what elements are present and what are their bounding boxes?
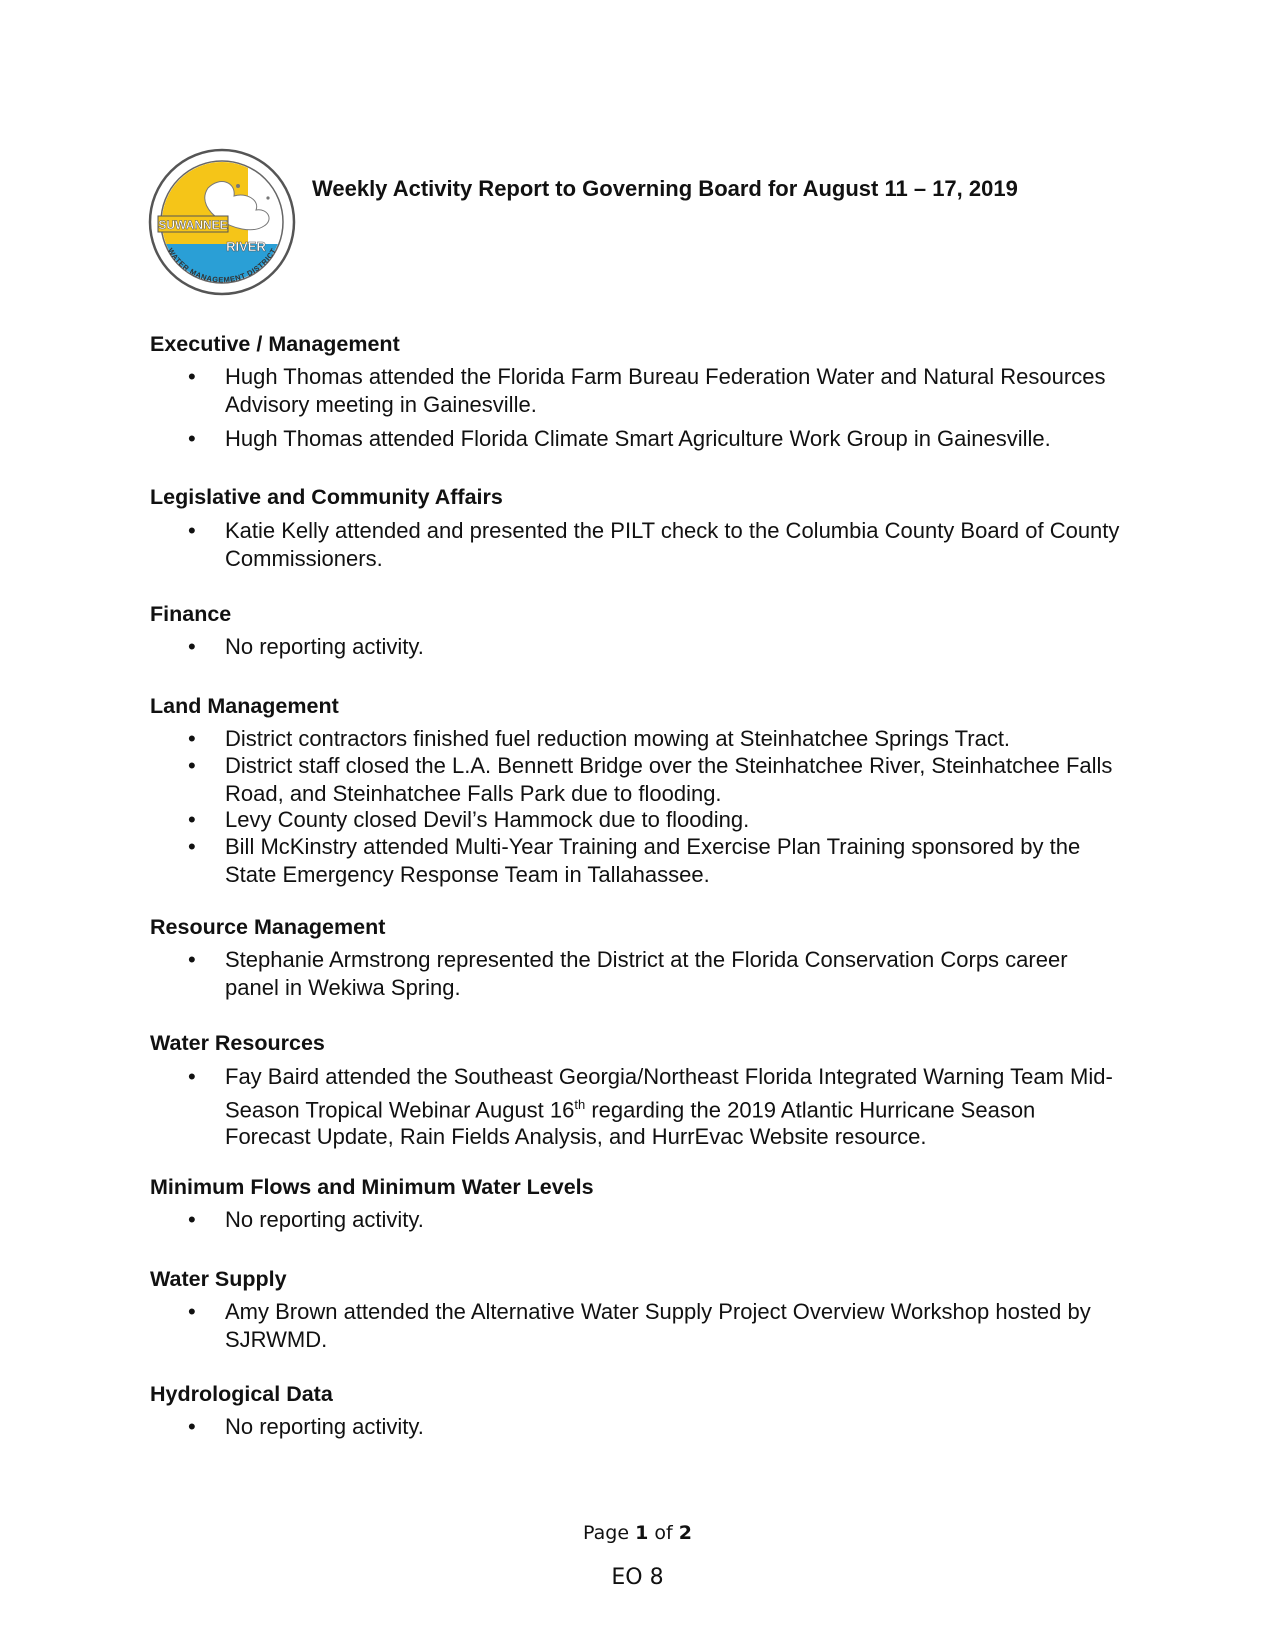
list-item: No reporting activity. (225, 1414, 424, 1439)
page-label: Page (583, 1522, 630, 1544)
section-heading-mfl: Minimum Flows and Minimum Water Levels (150, 1175, 594, 1199)
bullet-icon: • (188, 634, 196, 659)
section-heading-finance: Finance (150, 602, 232, 626)
logo-text-top: SUWANNEE (158, 218, 228, 232)
list-item: No reporting activity. (225, 1207, 424, 1232)
list-item: Hugh Thomas attended Florida Climate Smart Agriculture Work Group in Gainesville. (225, 426, 1051, 451)
list-item: No reporting activity. (225, 634, 424, 659)
logo-text-middle: RIVER (226, 239, 266, 254)
logo-ring-text: WATER MANAGEMENT DISTRICT (165, 246, 279, 285)
ordinal-suffix: th (574, 1096, 586, 1112)
bullet-icon: • (188, 834, 196, 859)
section-heading-land: Land Management (150, 694, 339, 718)
bullet-icon: • (188, 1207, 196, 1232)
bullet-icon: • (188, 1299, 196, 1324)
page-number (0, 1522, 1275, 1544)
list-item: Hugh Thomas attended the Florida Farm Bureau Federation Water and Natural Resources Advisory meeting in Gainesville. (225, 364, 1106, 417)
page-total: 2 (678, 1522, 692, 1544)
list-item-text: regarding the 2019 Atlantic Hurricane Season Forecast Update, Rain Fields Analysis, and HurrEvac Website resource. (225, 1096, 1036, 1150)
section-heading-water-supply: Water Supply (150, 1267, 287, 1291)
list-item: Stephanie Armstrong represented the District at the Florida Conservation Corps career panel in Wekiwa Spring. (225, 947, 1068, 1000)
bullet-icon: • (188, 364, 196, 389)
list-item: District contractors finished fuel reduction mowing at Steinhatchee Springs Tract. (225, 726, 1011, 751)
list-item-text: Fay Baird attended the Southeast Georgia/Northeast Florida Integrated Warning Team Mid-Season Tropical Webinar August 16 (225, 1064, 1113, 1122)
list-item: Levy County closed Devil’s Hammock due to flooding. (225, 807, 750, 832)
page-of: of (654, 1522, 673, 1544)
section-heading-hydrological: Hydrological Data (150, 1382, 333, 1406)
list-item (225, 1063, 1125, 1151)
bullet-icon: • (188, 753, 196, 778)
section-heading-legislative: Legislative and Community Affairs (150, 485, 503, 509)
section-heading-executive: Executive / Management (150, 332, 400, 356)
bullet-icon: • (188, 1064, 196, 1089)
section-heading-resource: Resource Management (150, 915, 386, 939)
page-current: 1 (635, 1522, 649, 1544)
bullet-icon: • (188, 426, 196, 451)
bullet-icon: • (188, 726, 196, 751)
district-logo (148, 148, 296, 296)
document-code: EO 8 (611, 1565, 664, 1590)
list-item: Katie Kelly attended and presented the PILT check to the Columbia County Board of County Commissioners. (225, 518, 1120, 571)
list-item: Amy Brown attended the Alternative Water Supply Project Overview Workshop hosted by SJRWMD. (225, 1299, 1091, 1352)
bullet-icon: • (188, 518, 196, 543)
list-item: District staff closed the L.A. Bennett Bridge over the Steinhatchee River, Steinhatchee Falls Road, and Steinhatchee Falls Park due to flooding. (225, 753, 1113, 806)
report-title: Weekly Activity Report to Governing Board for August 11 – 17, 2019 (312, 176, 1018, 201)
bullet-icon: • (188, 1414, 196, 1439)
section-heading-water-resources: Water Resources (150, 1031, 325, 1055)
list-item: Bill McKinstry attended Multi-Year Training and Exercise Plan Training sponsored by the State Emergency Response Team in Tallahassee. (225, 834, 1081, 887)
bullet-icon: • (188, 807, 196, 832)
bullet-icon: • (188, 947, 196, 972)
